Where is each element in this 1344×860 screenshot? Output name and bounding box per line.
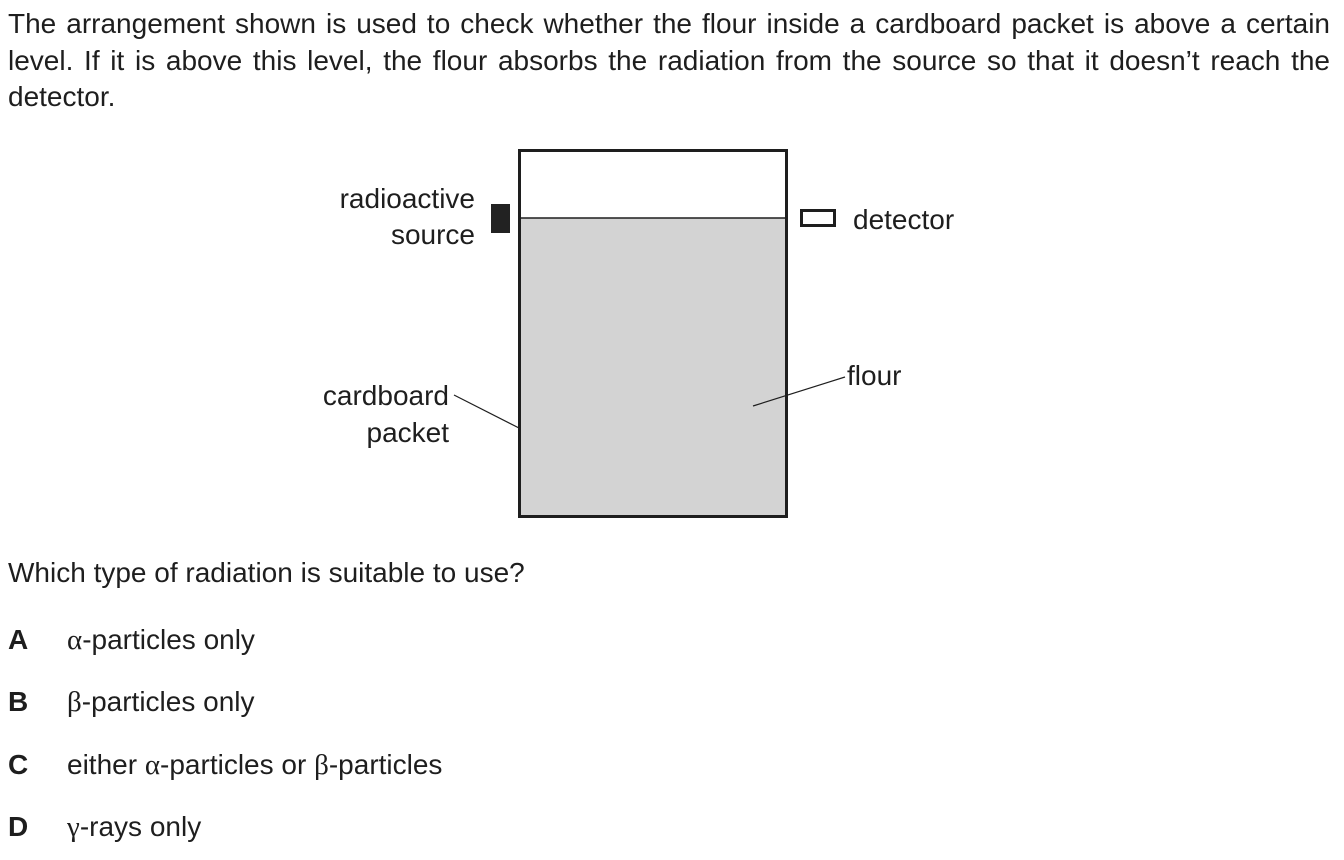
packet-label-line1: cardboard [322, 380, 449, 411]
option-text [67, 747, 442, 783]
source-label-line1: radioactive [339, 183, 475, 214]
option-letter: C [8, 749, 29, 780]
source-label-line2: source [390, 219, 475, 250]
option-text-mid: -particles or [160, 749, 315, 780]
beta-symbol: β [314, 749, 329, 781]
alpha-symbol: α [144, 749, 161, 781]
option-text-mid: -particles only [82, 624, 255, 655]
packet-label-line2: packet [366, 417, 449, 448]
option-letter: A [8, 624, 29, 655]
gamma-symbol: γ [67, 811, 80, 843]
flour-fill [520, 218, 786, 516]
beta-symbol: β [67, 686, 82, 718]
option-text-mid: -rays only [79, 811, 202, 842]
flour-label: flour [847, 360, 902, 391]
option-text-pre: either [67, 749, 145, 780]
option-text [67, 809, 201, 845]
option-letter: B [8, 686, 29, 717]
option-text-mid: -particles only [81, 686, 255, 717]
alpha-symbol: α [67, 624, 83, 656]
option-text [67, 684, 255, 720]
option-letter: D [8, 811, 29, 842]
packet-leader-line [454, 395, 519, 428]
question-stem: The arrangement shown is used to check whether the flour inside a cardboard packet is above a certain level. If it is above this level, the flour absorbs the radiation from the source so that it doesn’t reach the detector. [8, 8, 1330, 112]
option-text [67, 622, 255, 658]
detector-label: detector [853, 204, 955, 235]
detector-icon [802, 211, 835, 226]
option-text-post: -particles [328, 749, 443, 780]
question-prompt: Which type of radiation is suitable to use? [8, 557, 525, 588]
radioactive-source-icon [491, 204, 510, 233]
